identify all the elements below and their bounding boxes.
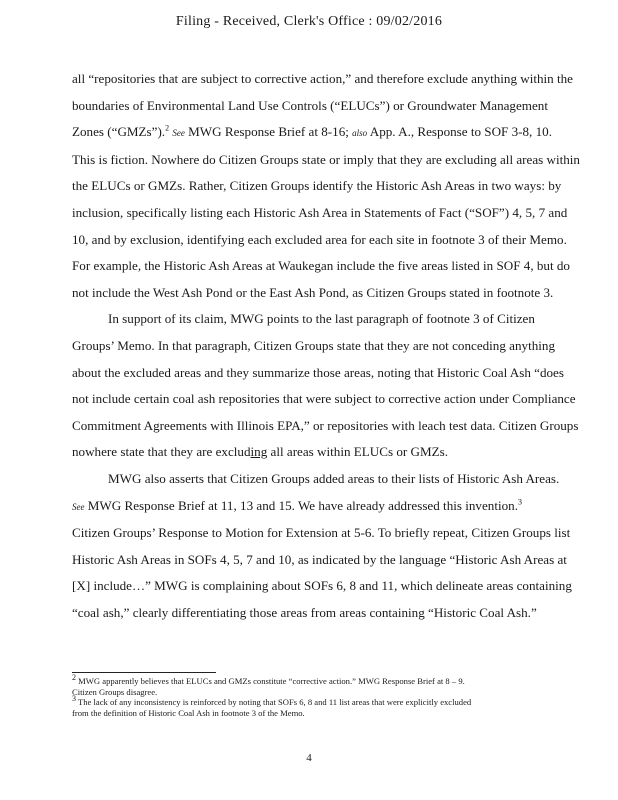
text-line: not include the West Ash Pond or the East Ash Pond, as Citizen Groups stated in footnote 3. bbox=[72, 284, 554, 300]
paragraph-3 bbox=[72, 466, 592, 627]
text-line bbox=[72, 493, 592, 521]
text-line: “coal ash,” clearly differentiating those areas from areas containing “Historic Coal Ash.” bbox=[72, 604, 537, 620]
footnote-2 bbox=[72, 673, 572, 687]
text-run: MWG Response Brief at 8-16; bbox=[184, 124, 349, 140]
text-run: MWG Response Brief at 11, 13 and 15. We have already addressed this invention. bbox=[84, 497, 518, 513]
filing-stamp-header: Filing - Received, Clerk's Office : 09/02/2016 bbox=[175, 14, 443, 29]
text-line: [X] include…” MWG is complaining about SOFs 6, 8 and 11, which delineate areas containing bbox=[72, 578, 572, 594]
text-run: inclusion, bbox=[72, 204, 124, 220]
text-line: For example, the Historic Ash Areas at Waukegan include the five areas listed in SOF 4, but do bbox=[72, 258, 570, 274]
citation-signal: also bbox=[352, 128, 368, 139]
citation-signal: See bbox=[172, 128, 185, 139]
footnotes bbox=[72, 673, 572, 718]
paragraph-2 bbox=[72, 306, 592, 466]
footnote-3 bbox=[72, 694, 572, 708]
text-line bbox=[72, 200, 592, 227]
text-line: Historic Ash Areas in SOFs 4, 5, 7 and 10, as indicated by the language “Historic Ash Areas at bbox=[72, 551, 567, 567]
text-line: Groups’ Memo. In that paragraph, Citizen Groups state that they are not conceding anything bbox=[72, 337, 555, 353]
text-line: all “repositories that are subject to corrective action,” and therefore exclude anything within the bbox=[72, 71, 573, 86]
text-line: the ELUCs or GMZs. Rather, Citizen Groups identify the Historic Ash Areas in two ways: by bbox=[72, 178, 562, 194]
page-number: 4 bbox=[306, 752, 312, 764]
footnote-mark: 2 bbox=[72, 673, 76, 683]
text-run: specifically listing each Historic Ash Area in Statements of Fact (“SOF”) 4, 5, 7 and bbox=[123, 204, 568, 220]
footnote-text: The lack of any inconsistency is reinforced by noting that SOFs 6, 8 and 11 list areas that were explicitly excluded bbox=[76, 697, 472, 708]
paragraph-1 bbox=[72, 66, 592, 306]
footnote-ref-2: 2 bbox=[165, 123, 170, 133]
document-body bbox=[72, 66, 592, 626]
footnote-ref-3: 3 bbox=[517, 497, 522, 507]
text-run: Zones (“GMZs”). bbox=[72, 124, 166, 140]
text-line bbox=[72, 119, 592, 147]
text-line: Citizen Groups’ Response to Motion for Extension at 5-6. To briefly repeat, Citizen Groups list bbox=[72, 525, 571, 541]
footnote-separator bbox=[72, 672, 216, 673]
text-run: nowhere state that they are exclud bbox=[72, 444, 251, 460]
text-line bbox=[72, 439, 592, 466]
text-run: ing bbox=[250, 444, 268, 460]
footnote-mark: 3 bbox=[72, 694, 76, 704]
text-line: In support of its claim, MWG points to the last paragraph of footnote 3 of Citizen bbox=[108, 311, 535, 327]
text-line: 10, and by exclusion, identifying each excluded area for each site in footnote 3 of their Memo. bbox=[72, 231, 567, 247]
text-line: about the excluded areas and they summarize those areas, noting that Historic Coal Ash “does bbox=[72, 364, 564, 380]
text-run: all areas within ELUCs or GMZs. bbox=[267, 444, 448, 460]
footnote-text: MWG apparently believes that ELUCs and GMZs constitute “corrective action.” MWG Response Brief at 8 – 9. bbox=[76, 676, 465, 686]
text-line: MWG also asserts that Citizen Groups added areas to their lists of Historic Ash Areas. bbox=[108, 470, 560, 486]
citation-signal: See bbox=[72, 501, 85, 512]
text-run: App. A., Response to SOF 3-8, 10. bbox=[367, 124, 552, 140]
text-line: Commitment Agreements with Illinois EPA,” or repositories with leach test data. Citizen Groups bbox=[72, 417, 579, 433]
text-line: not include certain coal ash repositories that were subject to corrective action under Compliance bbox=[72, 391, 576, 407]
text-line: This is fiction. Nowhere do Citizen Groups state or imply that they are excluding all areas within bbox=[72, 151, 580, 167]
footnote-2-cont: Citizen Groups disagree. bbox=[72, 686, 158, 697]
footnote-3-cont: from the definition of Historic Coal Ash in footnote 3 of the Memo. bbox=[72, 707, 305, 718]
text-line: boundaries of Environmental Land Use Controls (“ELUCs”) or Groundwater Management bbox=[72, 97, 548, 113]
